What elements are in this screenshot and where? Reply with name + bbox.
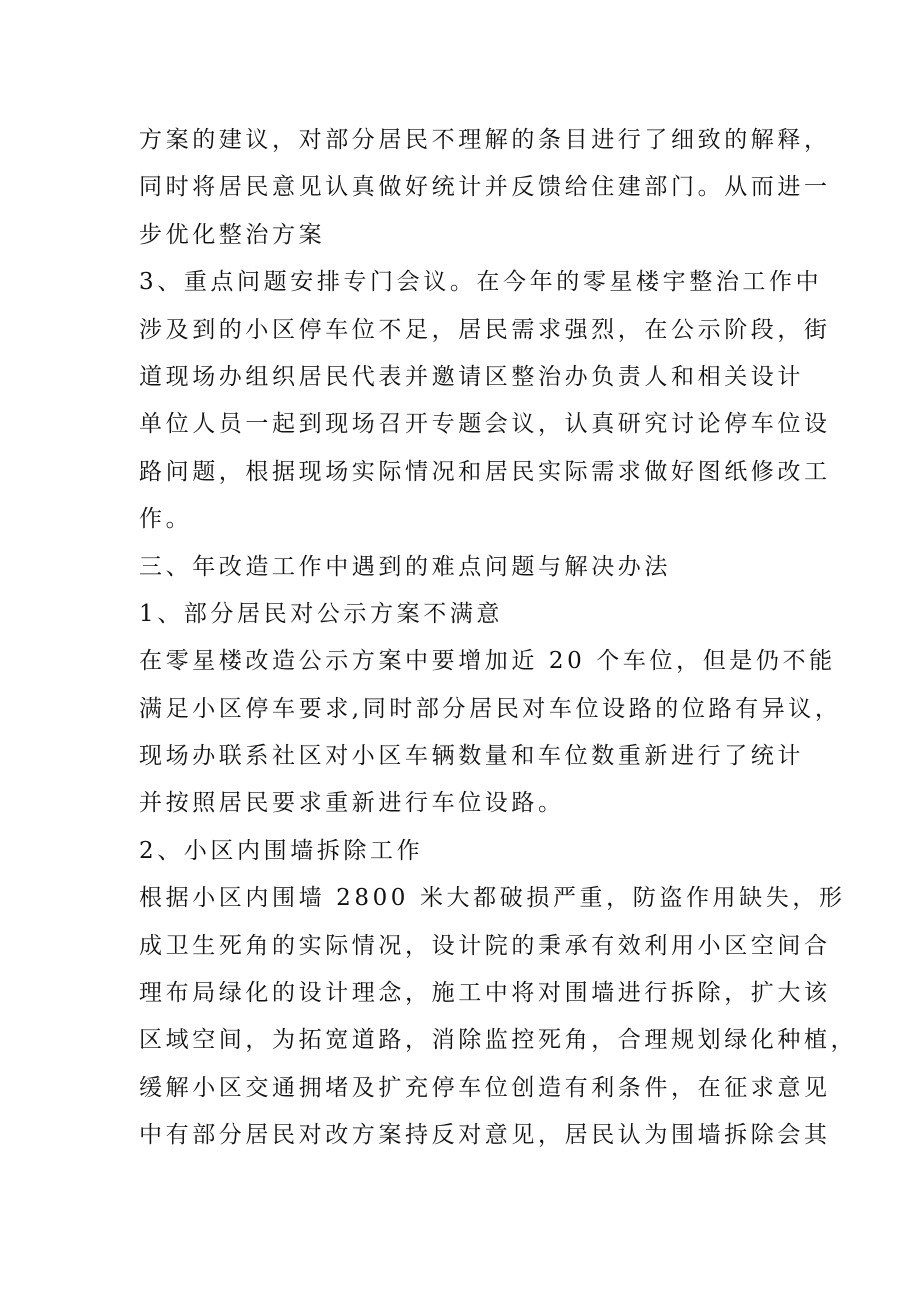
text-line: 根据小区内围墙 2800 米大都破损严重，防盗作用缺失，形	[139, 885, 846, 912]
text-line: 缓解小区交通拥堵及扩充停车位创造有利条件，在征求意见	[139, 1074, 831, 1101]
text-line: 同时将居民意见认真做好统计并反馈给住建部门。从而进一	[139, 174, 831, 201]
text-line: 方案的建议，对部分居民不理解的条目进行了细致的解释，	[139, 127, 831, 153]
text-line: 并按照居民要求重新进行车位设路。	[139, 790, 565, 817]
subsection-heading: 2、小区内围墙拆除工作	[139, 837, 424, 864]
text-line: 涉及到的小区停车位不足，居民需求强烈，在公示阶段，街	[139, 316, 831, 343]
document-body	[139, 117, 858, 1160]
text-line: 路问题，根据现场实际情况和居民实际需求做好图纸修改工	[139, 458, 831, 485]
text-line: 成卫生死角的实际情况，设计院的秉承有效利用小区空间合	[139, 932, 831, 959]
text-line: 中有部分居民对改方案持反对意见，居民认为围墙拆除会其	[139, 1122, 831, 1149]
text-line: 理布局绿化的设计理念，施工中将对围墙进行拆除，扩大该	[139, 980, 831, 1007]
text-line: 作。	[139, 506, 193, 533]
text-line: 步优化整治方案	[139, 221, 326, 248]
text-line: 道现场办组织居民代表并邀请区整治办负责人和相关设计	[139, 363, 804, 390]
subsection-heading: 1、部分居民对公示方案不满意	[139, 600, 504, 627]
text-line: 满足小区停车要求,同时部分居民对车位设路的位路有异议，	[139, 695, 842, 722]
text-line: 3、重点问题安排专门会议。在今年的零星楼宇整治工作中	[139, 269, 823, 296]
text-line: 单位人员一起到现场召开专题会议，认真研究讨论停车位设	[139, 411, 831, 438]
section-heading: 三、年改造工作中遇到的难点问题与解决办法	[139, 553, 671, 580]
text-line: 区域空间，为拓宽道路，消除监控死角，合理规划绿化种植，	[139, 1027, 858, 1054]
text-line: 现场办联系社区对小区车辆数量和车位数重新进行了统计	[139, 743, 804, 770]
text-line: 在零星楼改造公示方案中要增加近 20 个车位，但是仍不能	[139, 648, 836, 675]
